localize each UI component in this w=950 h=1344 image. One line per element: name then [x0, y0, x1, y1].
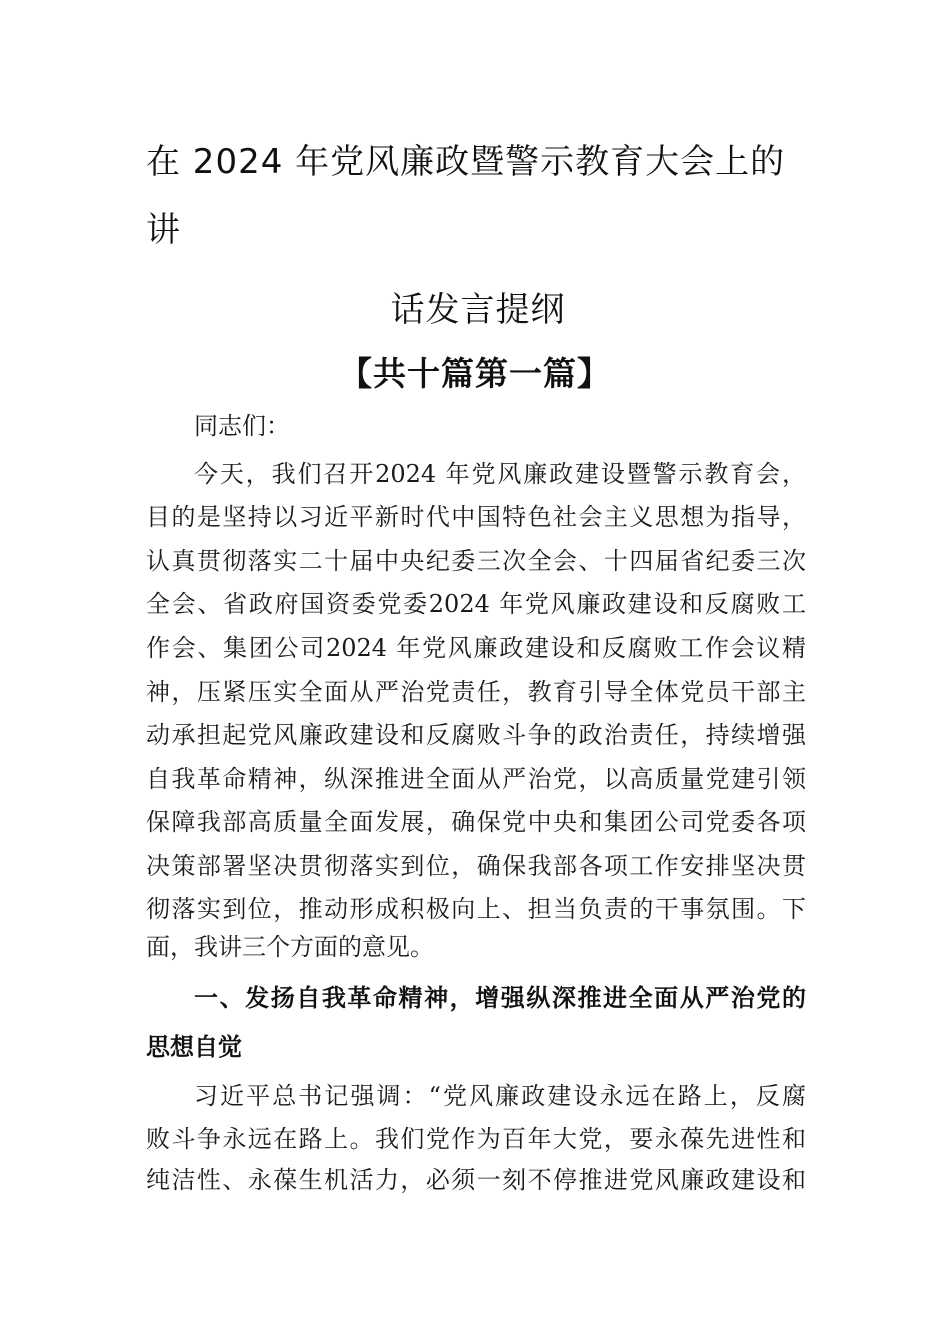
- subtitle: 【共十篇第一篇】: [339, 354, 611, 393]
- paragraph-line: 动承担起党风廉政建设和反腐败斗争的政治责任，持续增强: [146, 721, 806, 749]
- salutation: 同志们：: [194, 412, 290, 440]
- paragraph-line: 神，压紧压实全面从严治党责任，教育引导全体党员干部主: [146, 678, 806, 706]
- paragraph-line: 今天，我们召开2024 年党风廉政建设暨警示教育会，: [194, 460, 806, 488]
- title-line-2: 讲: [146, 210, 181, 250]
- paragraph-line: 全会、省政府国资委党委2024 年党风廉政建设和反腐败工: [146, 590, 806, 618]
- paragraph-line: 彻落实到位，推动形成积极向上、担当负责的干事氛围。下: [146, 895, 806, 923]
- paragraph-line: 作会、集团公司2024 年党风廉政建设和反腐败工作会议精: [146, 634, 806, 662]
- paragraph-line: 纯洁性、永葆生机活力，必须一刻不停推进党风廉政建设和: [146, 1166, 806, 1194]
- title-line-3: [0, 282, 950, 331]
- paragraph-line: 面，我讲三个方面的意见。: [146, 933, 434, 961]
- paragraph-line: 保障我部高质量全面发展，确保党中央和集团公司党委各项: [146, 808, 806, 836]
- title-line-3-text: 话发言提纲: [390, 290, 566, 330]
- paragraph-line: 习近平总书记强调：“党风廉政建设永远在路上，反腐: [194, 1082, 806, 1110]
- section-heading-line: 思想自觉: [146, 1033, 242, 1061]
- paragraph-line: 认真贯彻落实二十届中央纪委三次全会、十四届省纪委三次: [146, 547, 806, 575]
- paragraph-line: 败斗争永远在路上。我们党作为百年大党，要永葆先进性和: [146, 1125, 806, 1153]
- title-line-1: 在 2024 年党风廉政暨警示教育大会上的: [146, 142, 786, 182]
- paragraph-line: 决策部署坚决贯彻落实到位，确保我部各项工作安排坚决贯: [146, 852, 806, 880]
- paragraph-line: 自我革命精神，纵深推进全面从严治党，以高质量党建引领: [146, 765, 806, 793]
- paragraph-line: 目的是坚持以习近平新时代中国特色社会主义思想为指导，: [146, 503, 806, 531]
- section-heading-line: 一、发扬自我革命精神，增强纵深推进全面从严治党的: [194, 984, 806, 1012]
